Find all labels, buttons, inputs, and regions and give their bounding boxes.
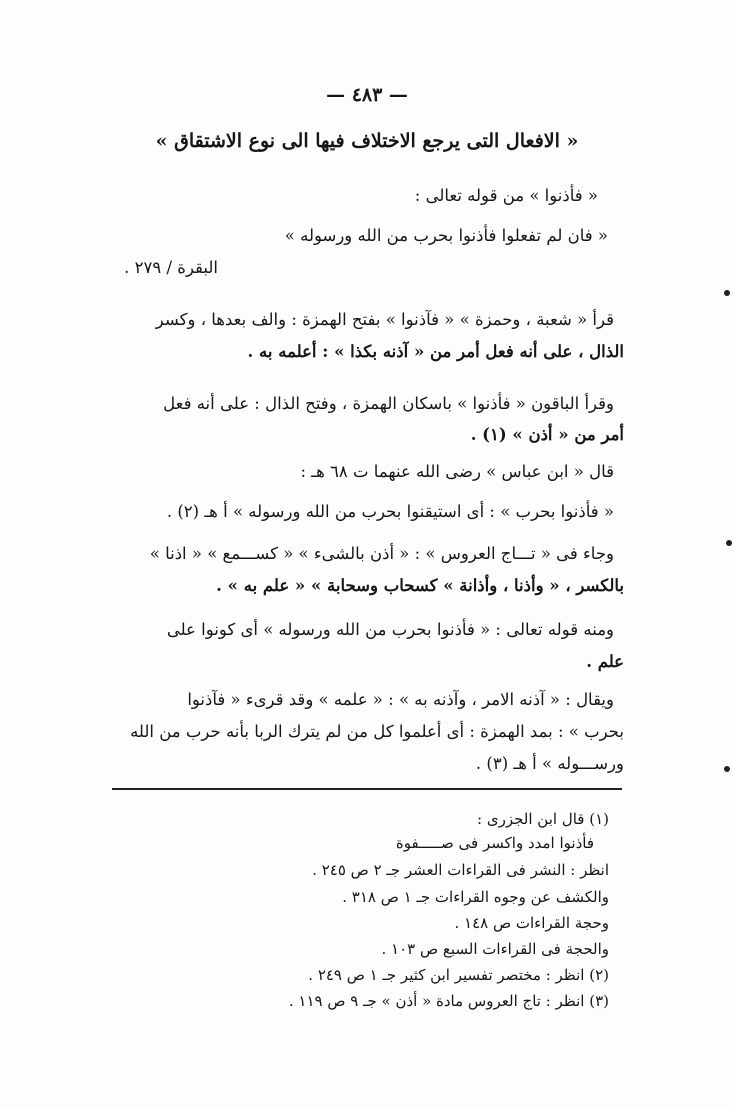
footnote-line: وحجة القراءات ص ١٤٨ .: [454, 914, 609, 932]
body-line: « فأذنوا بحرب » : أى استيقنوا بحرب من الله ورسوله » أ هـ (٢) .: [166, 502, 614, 521]
body-line: علم .: [586, 652, 624, 671]
body-line: وقرأ الباقون « فأذنوا » باسكان الهمزة ، وفتح الذال : على أنه فعل: [163, 394, 614, 413]
body-line: وجاء فى « تـــاج العروس » : « أذن بالشىء » « كســـمع » « اذنا »: [149, 544, 614, 563]
footnote-line: (٢) انظر : مختصر تفسير ابن كثير جـ ١ ص ٢٤٩ .: [308, 966, 609, 984]
section-title: « الافعال التى يرجع الاختلاف فيها الى نوع الاشتقاق »: [155, 130, 579, 152]
footnote-line: (٣) انظر : تاج العروس مادة « أذن » جـ ٩ ص ١١٩ .: [288, 992, 609, 1010]
body-line: ويقال : « آذنه الامر ، وآذنه به » : « علمه » وقد قرىء « فآذنوا: [187, 690, 614, 709]
footnote-line: والحجة فى القراءات السبع ص ١٠٣ .: [381, 940, 609, 958]
verse-reference: البقرة / ٢٧٩ .: [124, 258, 218, 277]
footnote-line: (١) قال ابن الجزرى :: [477, 810, 609, 828]
body-line: « فأذنوا » من قوله تعالى :: [414, 186, 598, 205]
footnote-line: انظر : النشر فى القراءات العشر جـ ٢ ص ٢٤٥ .: [312, 861, 609, 879]
body-line: ومنه قوله تعالى : « فأذنوا بحرب من الله ورسوله » أى كونوا على: [166, 620, 614, 639]
body-line: بالكسر ، « وأذنا ، وأذانة » كسحاب وسحابة » « علم به » .: [216, 576, 624, 595]
body-line: بحرب » : بمد الهمزة : أى أعلموا كل من لم يترك الربا بأنه حرب من الله: [130, 722, 624, 741]
quran-verse: « فان لم تفعلوا فأذنوا بحرب من الله ورسوله »: [284, 226, 608, 245]
scan-speck: [726, 540, 732, 546]
body-line: قال « ابن عباس » رضى الله عنهما ت ٦٨ هـ :: [300, 462, 614, 481]
page-number: — ٤٨٣ —: [326, 84, 408, 106]
scan-speck: [724, 290, 730, 296]
body-line: أمر من « أذن » (١) .: [470, 425, 624, 444]
body-line: قرأ « شعبة ، وحمزة » « فآذنوا » بفتح الهمزة : والف بعدها ، وكسر: [155, 310, 614, 329]
footnote-line: فأذنوا امدد واكسر فى صـــــفوة: [395, 834, 594, 852]
footnote-line: والكشف عن وجوه القراءات جـ ١ ص ٣١٨ .: [342, 888, 609, 906]
footnote-divider: [112, 788, 622, 790]
scan-speck: [724, 766, 730, 772]
body-line: ورســـوله » أ هـ (٣) .: [475, 754, 624, 773]
body-line: الذال ، على أنه فعل أمر من « آذنه بكذا » : أعلمه به .: [247, 342, 624, 361]
